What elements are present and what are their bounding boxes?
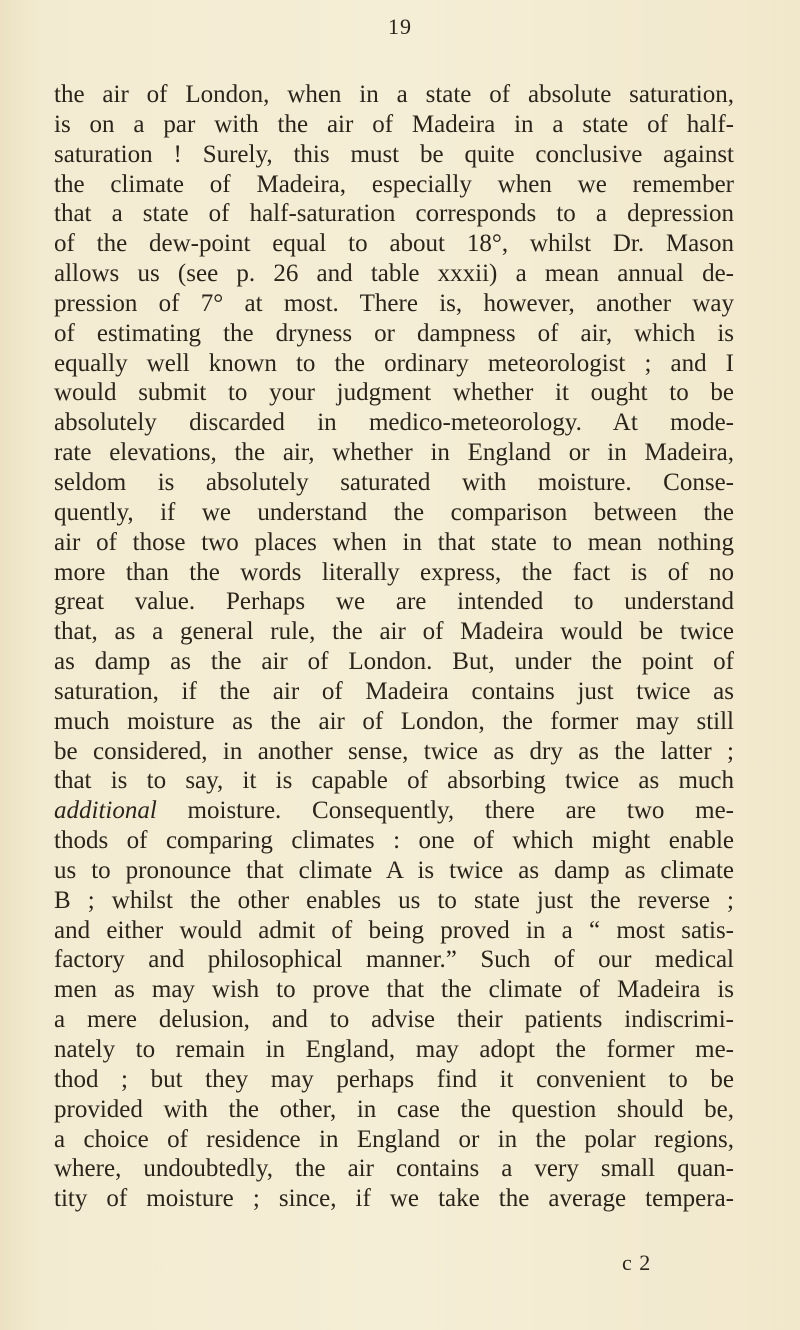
text-line: the climate of Madeira, especially when we remember [54,170,734,198]
text-line: would submit to your judgment whether it ought to be [54,379,734,407]
text-line: a choice of residence in England or in the polar regions, [54,1125,734,1153]
page-number: 19 [388,14,412,39]
italic-emphasis: additional [54,797,157,825]
text-line: and either would admit of being proved in a “ most satis- [54,916,734,944]
text-line: great value. Perhaps we are intended to understand [54,588,734,616]
text-line: factory and philosophical manner.” Such of our medical [54,946,734,974]
text-line: that a state of half-saturation corresponds to a depression [54,200,734,228]
signature-mark: c 2 [622,1250,652,1275]
text-line: of the dew-point equal to about 18°, whilst Dr. Mason [54,230,734,258]
text-line: additional moisture. Consequently, there are two me- [54,797,734,825]
text-line: that, as a general rule, the air of Madeira would be twice [54,618,734,646]
text-line: pression of 7° at most. There is, however, another way [54,289,734,317]
text-line: absolutely discarded in medico-meteorology. At mode- [54,409,734,437]
text-line: saturation ! Surely, this must be quite conclusive against [54,140,734,168]
text-line: as damp as the air of London. But, under the point of [54,648,734,676]
text-line: tity of moisture ; since, if we take the average tempera- [54,1185,734,1213]
body-text [54,80,734,1214]
text-line: saturation, if the air of Madeira contains just twice as [54,677,734,705]
text-line: nately to remain in England, may adopt the former me- [54,1036,734,1063]
text-line: more than the words literally express, the fact is of no [54,558,734,586]
text-line: us to pronounce that climate A is twice as damp as climate [54,856,734,884]
text-line: that is to say, it is capable of absorbing twice as much [54,767,734,795]
text-line: much moisture as the air of London, the former may still [54,707,734,735]
text-line: thods of comparing climates : one of which might enable [54,827,734,855]
text-line: B ; whilst the other enables us to state just the reverse ; [54,886,734,914]
text-line: quently, if we understand the comparison between the [54,498,734,526]
text-line: where, undoubtedly, the air contains a very small quan- [54,1155,734,1183]
text-line: seldom is absolutely saturated with moisture. Conse- [54,468,734,496]
text-line: is on a par with the air of Madeira in a state of half- [54,110,734,138]
text-line: the air of London, when in a state of absolute saturation, [54,81,734,108]
text-line: be considered, in another sense, twice as dry as the latter ; [54,737,734,765]
text-line: thod ; but they may perhaps find it convenient to be [54,1065,734,1093]
text-line: air of those two places when in that state to mean nothing [54,528,734,556]
text-line: of estimating the dryness or dampness of air, which is [54,319,734,347]
text-line: provided with the other, in case the question should be, [54,1095,734,1123]
text-line: men as may wish to prove that the climate of Madeira is [54,976,734,1004]
text-line: equally well known to the ordinary meteorologist ; and I [54,349,734,377]
text-line: rate elevations, the air, whether in England or in Madeira, [54,439,734,467]
text-line: a mere delusion, and to advise their patients indiscrimi- [54,1006,734,1034]
text-line: allows us (see p. 26 and table xxxii) a mean annual de- [54,260,734,288]
